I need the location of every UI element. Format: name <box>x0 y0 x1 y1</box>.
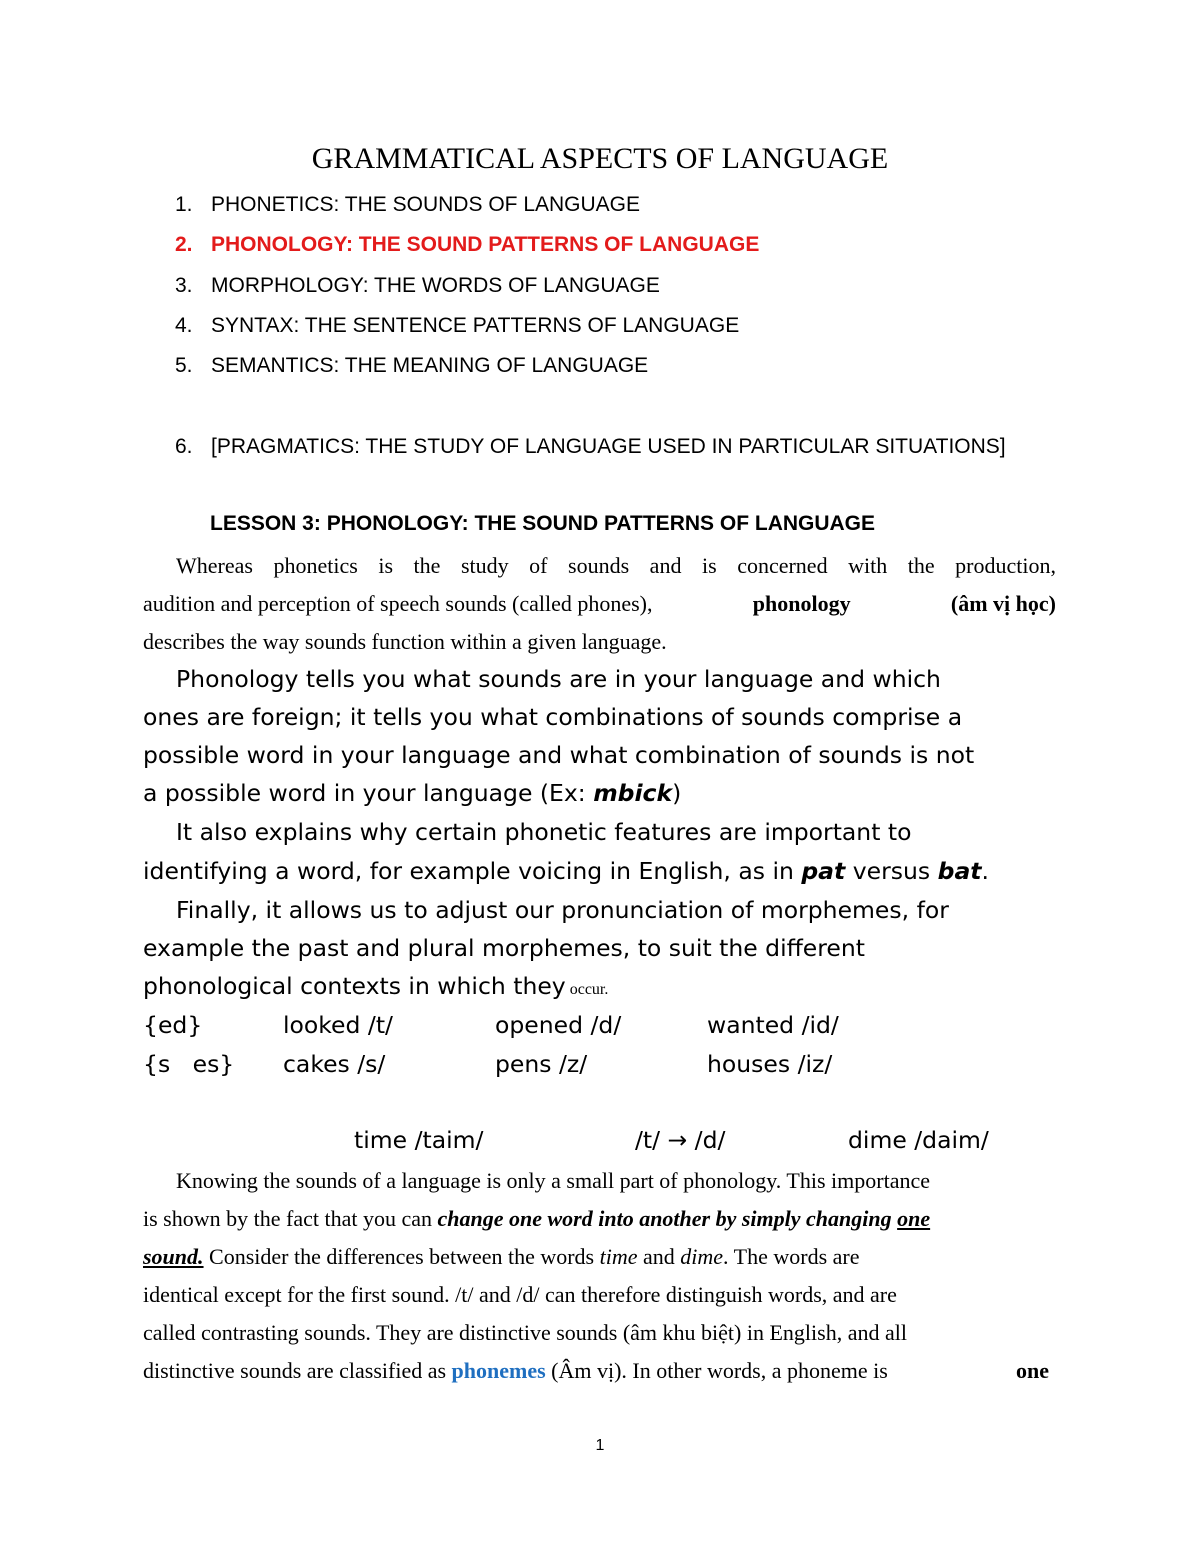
contrast-left: time /taim/ <box>354 1126 484 1154</box>
paragraph-line: Knowing the sounds of a language is only a small part of phonology. This importance <box>176 1168 930 1193</box>
list-item: 5. SEMANTICS: THE MEANING OF LANGUAGE <box>175 354 649 377</box>
morpheme-example: looked /t/ <box>283 1011 393 1039</box>
paragraph-line: audition and perception of speech sounds (called phones), phonology (âm vị học) <box>143 591 1056 616</box>
contrast-right: dime /daim/ <box>848 1126 989 1154</box>
morpheme-key: {ed} <box>143 1011 203 1039</box>
paragraph-line: is shown by the fact that you can change one word into another by simply changing one <box>143 1206 931 1231</box>
lesson-heading: LESSON 3: PHONOLOGY: THE SOUND PATTERNS OF LANGUAGE <box>210 512 876 535</box>
paragraph-line: a possible word in your language (Ex: mbick) <box>143 779 682 807</box>
emphasis-underlined: sound. <box>143 1244 204 1269</box>
paragraph-line: distinctive sounds are classified as phonemes (Âm vị). In other words, a phoneme is one <box>143 1358 1049 1383</box>
list-item: 3. MORPHOLOGY: THE WORDS OF LANGUAGE <box>175 274 660 297</box>
list-item-highlighted: 2. PHONOLOGY: THE SOUND PATTERNS OF LANGUAGE <box>175 233 760 256</box>
morpheme-example: houses /iz/ <box>707 1050 833 1078</box>
page-number: 1 <box>595 1437 605 1454</box>
paragraph-line: called contrasting sounds. They are distinctive sounds (âm khu biệt) in English, and all <box>143 1320 907 1345</box>
paragraph-line: Whereas phonetics is the study of sounds and is concerned with the production, <box>176 553 1056 578</box>
example-word: bat <box>937 857 982 885</box>
paragraph-line: possible word in your language and what combination of sounds is not <box>143 741 975 769</box>
paragraph-line: identical except for the first sound. /t/ and /d/ can therefore distinguish words, and are <box>143 1282 897 1307</box>
paragraph-line: phonological contexts in which they occur. <box>143 972 609 1000</box>
paragraph-line: ones are foreign; it tells you what combinations of sounds comprise a <box>143 703 963 731</box>
paragraph-line: Phonology tells you what sounds are in your language and which <box>176 665 941 693</box>
paragraph-line: Finally, it allows us to adjust our pronunciation of morphemes, for <box>176 896 949 924</box>
example-word: pat <box>801 857 846 885</box>
list-item: 6. [PRAGMATICS: THE STUDY OF LANGUAGE USED IN PARTICULAR SITUATIONS] <box>175 435 1006 458</box>
paragraph-line: identifying a word, for example voicing in English, as in pat versus bat. <box>143 857 990 885</box>
paragraph-line: sound. Consider the differences between the words time and dime. The words are <box>143 1244 860 1269</box>
morpheme-example: wanted /id/ <box>707 1011 839 1039</box>
term-translation: (âm vị học) <box>950 591 1056 616</box>
morpheme-example: opened /d/ <box>495 1011 622 1039</box>
term-phonology: phonology <box>752 591 851 616</box>
list-item: 1. PHONETICS: THE SOUNDS OF LANGUAGE <box>175 193 641 216</box>
emphasis-underlined: one <box>897 1206 931 1231</box>
term-phonemes: phonemes <box>451 1358 546 1383</box>
paragraph-line: It also explains why certain phonetic features are important to <box>176 818 912 846</box>
contrast-arrow: /t/ → /d/ <box>635 1126 726 1154</box>
morpheme-example: pens /z/ <box>495 1050 588 1078</box>
list-item: 4. SYNTAX: THE SENTENCE PATTERNS OF LANGUAGE <box>175 314 740 337</box>
morpheme-example: cakes /s/ <box>283 1050 386 1078</box>
morpheme-key: {s es} <box>143 1050 235 1078</box>
example-word: mbick <box>593 779 673 807</box>
paragraph-line: example the past and plural morphemes, to suit the different <box>143 934 865 962</box>
emphasis: change one word into another by simply changing <box>437 1206 898 1231</box>
paragraph-line: describes the way sounds function within a given language. <box>143 629 667 654</box>
document-title: GRAMMATICAL ASPECTS OF LANGUAGE <box>311 142 889 175</box>
